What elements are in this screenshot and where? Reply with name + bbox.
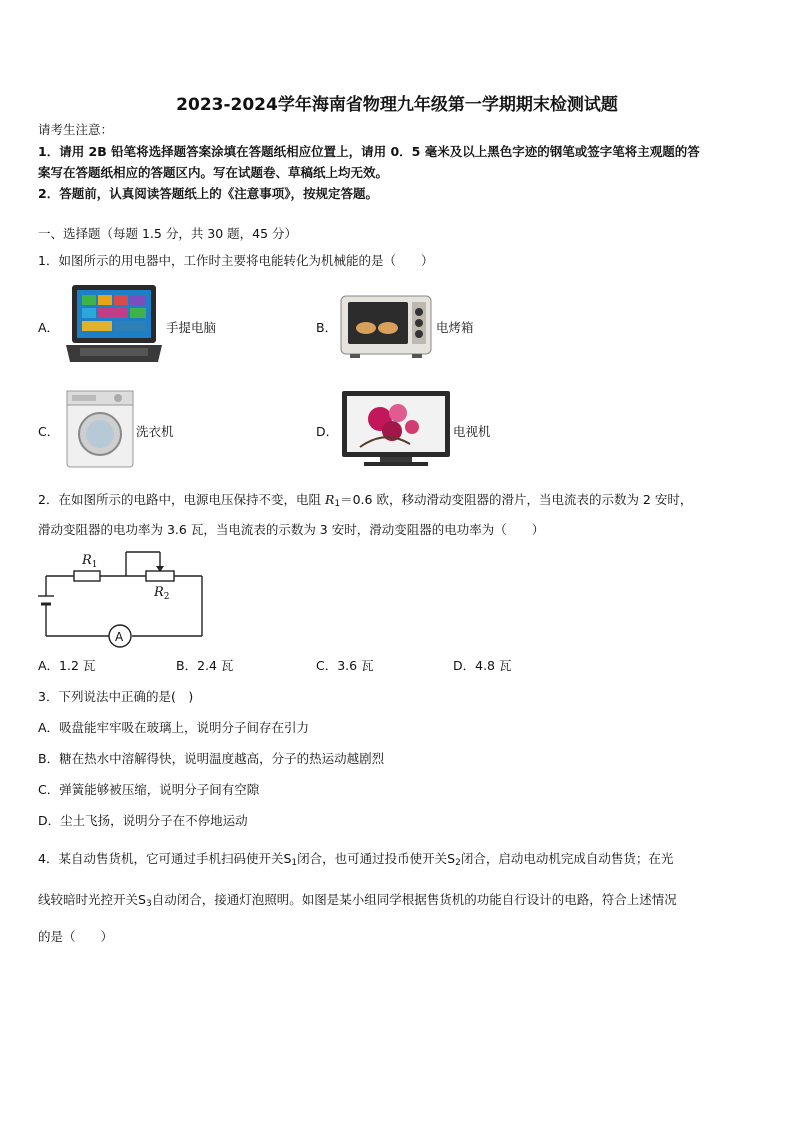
laptop-image [62,282,164,368]
q2-option-b: B．2.4 瓦 [176,658,234,673]
q1-option-b-label: 电烤箱 [436,320,474,335]
q3-option-c: C．弹簧能够被压缩，说明分子间有空隙 [38,782,260,797]
switch-s1-sub: 1 [291,858,298,868]
q4-line-1-part-c: 闭合，启动电动机完成自动售货；在光 [460,851,674,866]
ammeter-label: A [115,630,124,644]
notice-line-1a: 1．请用 2B 铅笔将选择题答案涂填在答题纸相应位置上，请用 0．5 毫米及以上黑色字迹的钢笔或签字笔将主观题的答 [38,144,700,159]
q4-line-1-part-a: 4．某自动售货机，它可通过手机扫码使开关 [38,851,284,866]
svg-text:R2 [153,585,170,602]
diagram-r2-label: R [154,585,164,600]
page-title: 2023-2024学年海南省物理九年级第一学期期末检测试题 [176,95,618,115]
q1-option-b-letter: B． [316,320,338,335]
switch-s2: S [447,851,456,866]
q3-stem: 3．下列说法中正确的是( ) [38,689,194,704]
resistor-r1 [74,571,100,581]
q1-option-c-letter: C． [38,424,60,439]
switch-s3: S [138,892,146,907]
diagram-r1-sub: 1 [91,560,98,570]
switch-s2-sub: 2 [455,858,461,868]
notice-line-2: 2．答题前，认真阅读答题纸上的《注意事项》，按规定答题。 [38,186,378,201]
q4-line-2-part-b: 自动闭合，接通灯泡照明。如图是某小组同学根据售货机的功能自行设计的电路，符合上述情况 [151,892,677,907]
rheostat-r2 [146,571,174,581]
television-image [340,389,452,469]
notice-line-1b: 案写在答题纸相应的答题区内。写在试题卷、草稿纸上均无效。 [38,165,389,180]
r1-symbol: R [324,492,335,507]
q1-option-a-letter: A． [38,320,60,335]
q3-option-a: A．吸盘能牢牢吸在玻璃上，说明分子间存在引力 [38,720,310,735]
q1-option-d-letter: D． [316,424,339,439]
q2-stem-part-1: 2．在如图所示的电路中，电源电压保持不变，电阻 [38,492,325,507]
q4-line-1 [38,849,673,868]
q4-line-3: 的是（ ） [38,929,114,944]
q4-line-1-part-b: 闭合，也可通过投币使开关 [297,851,448,866]
q2-option-d: D．4.8 瓦 [453,658,512,673]
q2-stem-line-1 [38,490,692,509]
q1-option-a-label: 手提电脑 [166,320,217,335]
washing-machine-image [64,388,136,470]
q3-option-b: B．糖在热水中溶解得快，说明温度越高，分子的热运动越剧烈 [38,751,385,766]
switch-s1: S [283,851,292,866]
q4-line-2-part-a: 线较暗时光控开关 [38,892,139,907]
circuit-diagram [38,546,210,648]
electric-oven-image [338,290,434,360]
section-heading: 一、选择题（每题 1.5 分，共 30 题，45 分） [38,226,298,241]
q1-stem: 1．如图所示的用电器中，工作时主要将电能转化为机械能的是（ ） [38,253,434,268]
q1-option-c-label: 洗衣机 [136,424,174,439]
q2-option-c: C．3.6 瓦 [316,658,374,673]
q2-stem-line-2: 滑动变阻器的电功率为 3.6 瓦，当电流表的示数为 3 安时，滑动变阻器的电功率为（ ） [38,522,545,537]
q4-line-2 [38,890,677,909]
q2-stem-part-2: ＝0.6 欧，移动滑动变阻器的滑片，当电流表的示数为 2 安时， [340,492,693,507]
r1-subscript: 1 [334,499,341,509]
q1-option-d-label: 电视机 [453,424,491,439]
svg-text:R1 [81,553,98,570]
q3-option-d: D．尘土飞扬，说明分子在不停地运动 [38,813,248,828]
q2-option-a: A．1.2 瓦 [38,658,96,673]
notice-heading: 请考生注意： [38,122,114,137]
diagram-r2-sub: 2 [163,592,170,602]
diagram-r1-label: R [82,553,92,568]
switch-s3-sub: 3 [145,899,152,909]
